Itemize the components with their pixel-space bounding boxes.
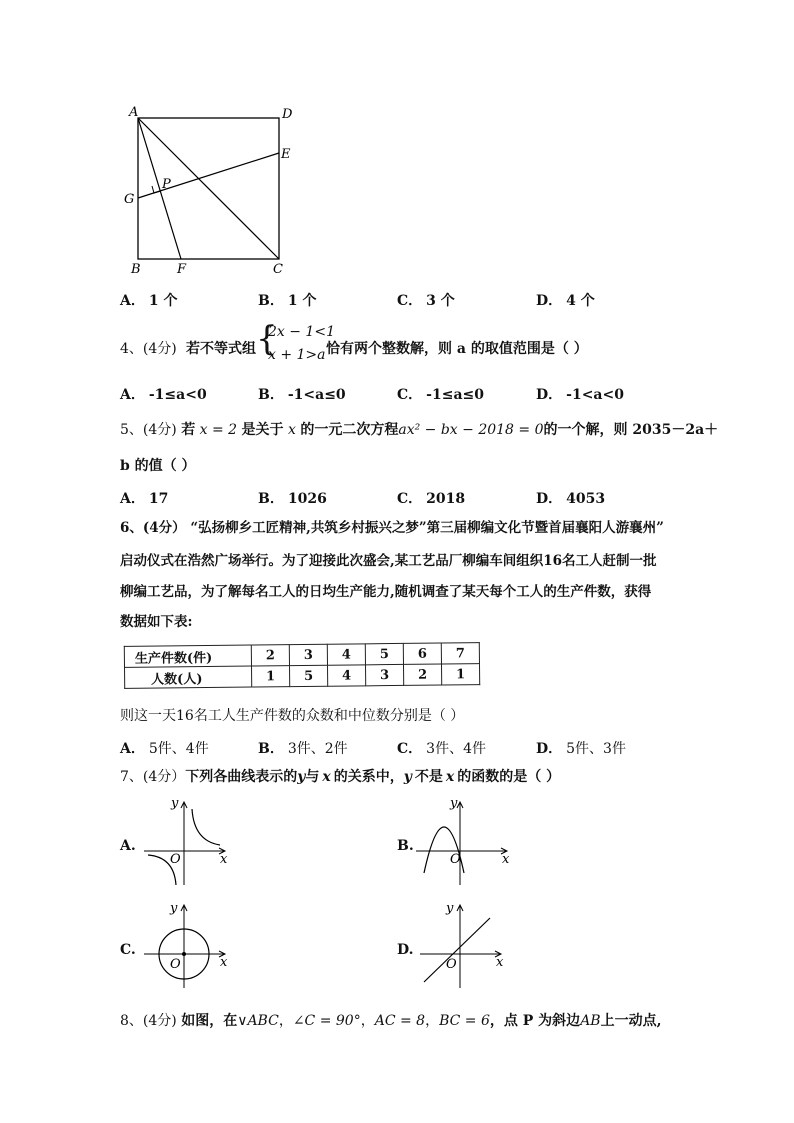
q6-line-2: 启动仪式在浩然广场举行。为了迎接此次盛会,某工艺品厂柳编车间组织16名工人赶制一批 [120, 553, 657, 569]
label-p: P [162, 177, 171, 192]
q5-option-b[interactable]: B． 1026 [258, 491, 327, 507]
label-g: G [124, 192, 135, 207]
label-d: D [282, 107, 293, 122]
graph-a-x-label: x [220, 852, 228, 867]
q6-data-table [124, 642, 480, 689]
graph-c-x-label: x [220, 955, 228, 970]
graph-d-x-label: x [496, 955, 504, 970]
q6-line-3: 柳编工艺品，为了解每名工人的日均生产能力,随机调查了某天每个工人的生产件数，获得 [120, 584, 652, 600]
table-cell: 1 [252, 666, 290, 687]
q3-option-a[interactable]: A． 1 个 [120, 293, 178, 309]
graph-a-curve-right [192, 809, 220, 845]
q4-option-a[interactable]: A． -1≤a<0 [120, 387, 207, 403]
q4-prefix: 若不等式组 [186, 341, 256, 357]
q7-stem: 7、(4分）下列各曲线表示的y与 x 的关系中，y 不是 x 的函数的是（ ） [120, 769, 561, 785]
table-cell: 1 [441, 664, 479, 685]
graph-a-y-label: y [171, 796, 179, 811]
graph-d-origin: O [446, 957, 457, 972]
graph-c[interactable] [140, 898, 240, 993]
graph-b-letter[interactable]: B. [397, 838, 414, 854]
table-header-count: 生产件数(件) [124, 645, 251, 667]
label-a: A [129, 105, 139, 120]
graph-b-origin: O [450, 852, 461, 867]
table-cell: 6 [403, 643, 441, 664]
graph-d-y-label: y [446, 901, 454, 916]
q8-stem: 8、(4分) 如图，在∨ABC，∠C = 90°，AC = 8，BC = 6，点 P 为斜边AB上一动点, [120, 1013, 662, 1029]
table-cell: 5 [290, 665, 328, 686]
graph-b-y-label: y [450, 796, 458, 811]
q4-inequality-2: x + 1>a [268, 347, 326, 363]
table-cell: 2 [251, 645, 289, 666]
q3-square-figure [115, 100, 305, 280]
q6-option-c[interactable]: C． 3件、4件 [397, 741, 486, 757]
q3-option-d[interactable]: D． 4 个 [536, 293, 595, 309]
q4-suffix: 恰有两个整数解，则 a 的取值范围是（ ） [326, 341, 588, 357]
q4-option-b[interactable]: B． -1<a≤0 [258, 387, 346, 403]
graph-a-letter[interactable]: A. [120, 838, 136, 854]
label-b: B [131, 262, 141, 277]
table-cell: 4 [327, 644, 365, 665]
q4-number: 4、(4分) [120, 341, 177, 357]
graph-d-letter[interactable]: D. [397, 942, 414, 958]
q5-line-1: 5、(4分) 若 x = 2 是关于 x 的一元二次方程ax² − bx − 2018 = 0的一个解，则 2035－2a＋ [120, 422, 719, 438]
q5-option-c[interactable]: C． 2018 [397, 491, 466, 507]
label-e: E [281, 147, 291, 162]
graph-a[interactable] [140, 795, 240, 890]
table-cell: 3 [365, 664, 403, 685]
q4-option-c[interactable]: C． -1≤a≤0 [397, 387, 484, 403]
graph-d-line [424, 918, 490, 982]
table-cell: 5 [365, 643, 403, 664]
graph-b[interactable] [412, 795, 522, 890]
label-f: F [177, 262, 187, 277]
graph-a-origin: O [170, 852, 181, 867]
q4-brace: { [256, 319, 278, 359]
graph-d[interactable] [416, 898, 516, 993]
q5-line-2: b 的值（ ） [120, 458, 196, 474]
graph-b-x-label: x [502, 852, 510, 867]
table-cell: 4 [327, 665, 365, 686]
table-cell: 3 [289, 644, 327, 665]
q6-option-d[interactable]: D． 5件、3件 [536, 741, 626, 757]
q4-option-d[interactable]: D． -1<a<0 [536, 387, 624, 403]
q6-line-1: 6、(4分） “弘扬柳乡工匠精神,共筑乡村振兴之梦”第三届柳编文化节暨首届襄阳人游襄州” [120, 520, 664, 536]
q6-option-a[interactable]: A． 5件、4件 [120, 741, 209, 757]
q6-line-4: 数据如下表: [120, 614, 193, 630]
graph-c-y-label: y [170, 901, 178, 916]
graph-c-letter[interactable]: C. [120, 942, 136, 958]
q3-option-c[interactable]: C． 3 个 [397, 293, 455, 309]
table-header-people: 人数(人) [125, 666, 252, 688]
table-row [125, 664, 480, 689]
q5-option-a[interactable]: A． 17 [120, 491, 169, 507]
q3-option-b[interactable]: B． 1 个 [258, 293, 317, 309]
q4-inequality-1: 2x − 1<1 [268, 324, 335, 340]
label-c: C [273, 262, 283, 277]
q5-option-d[interactable]: D． 4053 [536, 491, 606, 507]
graph-c-origin: O [170, 957, 181, 972]
table-cell: 7 [441, 643, 479, 664]
q6-option-b[interactable]: B． 3件、2件 [258, 741, 348, 757]
q6-question: 则这一天16名工人生产件数的众数和中位数分别是（ ） [120, 708, 465, 724]
table-cell: 2 [403, 664, 441, 685]
graph-c-origin-dot [182, 952, 186, 956]
